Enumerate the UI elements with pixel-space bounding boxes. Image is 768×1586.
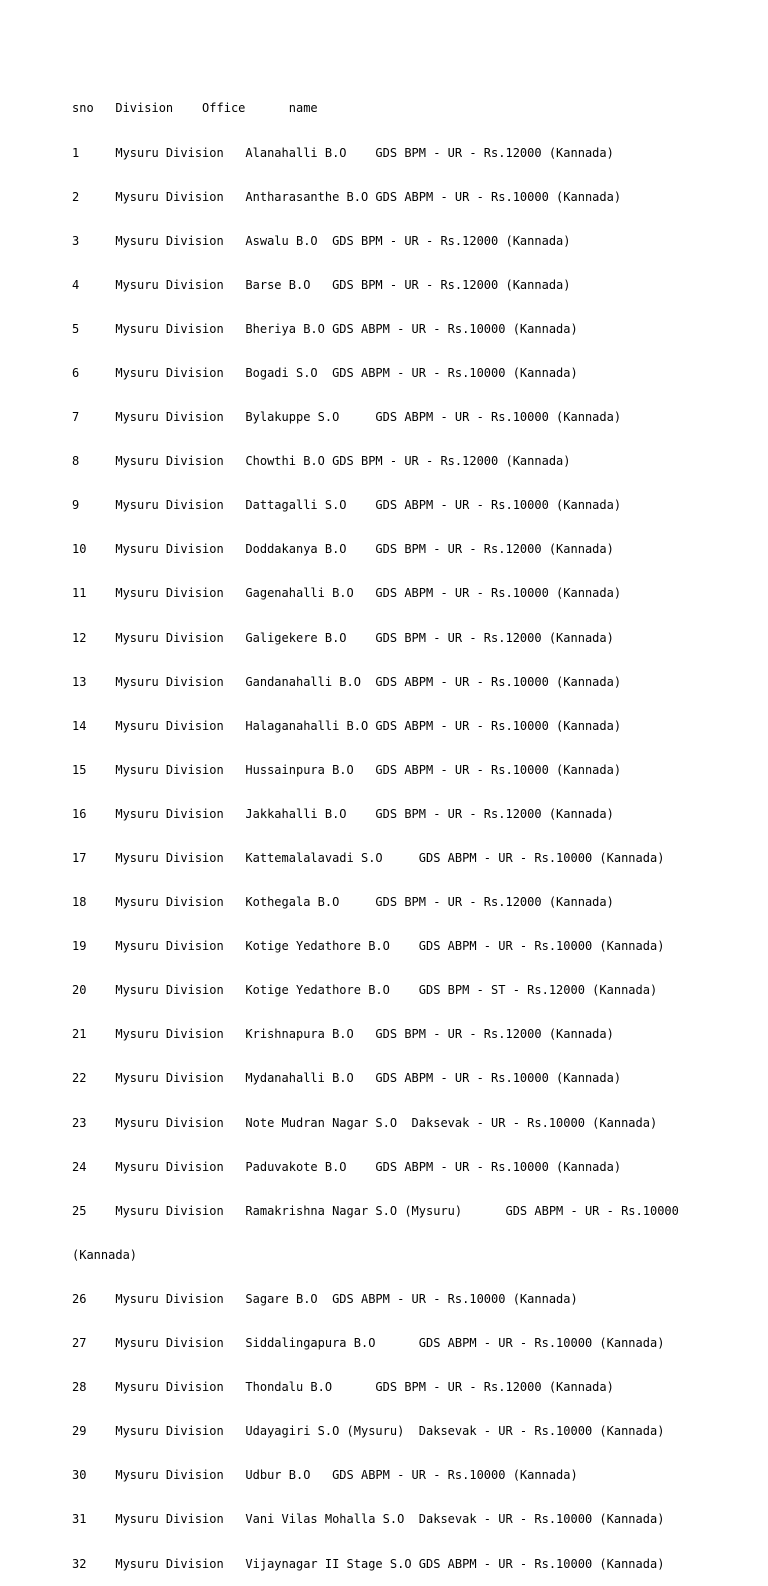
table-row: 17 Mysuru Division Kattemalalavadi S.O GDS ABPM - UR - Rs.10000 (Kannada) xyxy=(72,851,665,865)
document-page xyxy=(72,72,712,1586)
table-row: 26 Mysuru Division Sagare B.O GDS ABPM - UR - Rs.10000 (Kannada) xyxy=(72,1291,578,1306)
table-row: 9 Mysuru Division Dattagalli S.O GDS ABPM - UR - Rs.10000 (Kannada) xyxy=(72,498,622,513)
table-row: 23 Mysuru Division Note Mudran Nagar S.O Daksevak - UR - Rs.10000 (Kannada) xyxy=(72,1115,658,1130)
table-row: 3 Mysuru Division Aswalu B.O GDS BPM - UR - Rs.12000 (Kannada) xyxy=(72,233,571,248)
table-row: 32 Mysuru Division Vijaynagar II Stage S.O GDS ABPM - UR - Rs.10000 (Kannada) xyxy=(72,1556,665,1571)
table-row: 25 Mysuru Division Ramakrishna Nagar S.O (Mysuru) GDS ABPM - UR - Rs.10000 xyxy=(72,1203,679,1218)
table-row: 20 Mysuru Division Kotige Yedathore B.O GDS BPM - ST - Rs.12000 (Kannada) xyxy=(72,983,658,998)
table-row: 28 Mysuru Division Thondalu B.O GDS BPM - UR - Rs.12000 (Kannada) xyxy=(72,1380,614,1395)
header-row: sno Division Office name xyxy=(72,101,318,116)
table-row: 27 Mysuru Division Siddalingapura B.O GDS ABPM - UR - Rs.10000 (Kannada) xyxy=(72,1336,665,1351)
table-row: 29 Mysuru Division Udayagiri S.O (Mysuru) Daksevak - UR - Rs.10000 (Kannada) xyxy=(72,1424,665,1439)
table-row: 30 Mysuru Division Udbur B.O GDS ABPM - UR - Rs.10000 (Kannada) xyxy=(72,1468,578,1483)
table-row: 11 Mysuru Division Gagenahalli B.O GDS ABPM - UR - Rs.10000 (Kannada) xyxy=(72,586,622,601)
table-row: 1 Mysuru Division Alanahalli B.O GDS BPM - UR - Rs.12000 (Kannada) xyxy=(72,145,614,160)
table-row: 2 Mysuru Division Antharasanthe B.O GDS ABPM - UR - Rs.10000 (Kannada) xyxy=(72,189,622,204)
table-row-continuation: (Kannada) xyxy=(72,1247,138,1262)
table-row: 24 Mysuru Division Paduvakote B.O GDS ABPM - UR - Rs.10000 (Kannada) xyxy=(72,1159,622,1174)
table-row: 8 Mysuru Division Chowthi B.O GDS BPM - UR - Rs.12000 (Kannada) xyxy=(72,454,571,469)
table-row: 19 Mysuru Division Kotige Yedathore B.O GDS ABPM - UR - Rs.10000 (Kannada) xyxy=(72,939,665,954)
table-row: 18 Mysuru Division Kothegala B.O GDS BPM - UR - Rs.12000 (Kannada) xyxy=(72,895,614,910)
table-row: 10 Mysuru Division Doddakanya B.O GDS BPM - UR - Rs.12000 (Kannada) xyxy=(72,542,614,557)
table-row: 6 Mysuru Division Bogadi S.O GDS ABPM - UR - Rs.10000 (Kannada) xyxy=(72,365,578,380)
table-row: 5 Mysuru Division Bheriya B.O GDS ABPM - UR - Rs.10000 (Kannada) xyxy=(72,321,578,336)
table-row: 15 Mysuru Division Hussainpura B.O GDS ABPM - UR - Rs.10000 (Kannada) xyxy=(72,762,622,777)
table-row: 4 Mysuru Division Barse B.O GDS BPM - UR - Rs.12000 (Kannada) xyxy=(72,277,571,292)
table-row: 14 Mysuru Division Halaganahalli B.O GDS ABPM - UR - Rs.10000 (Kannada) xyxy=(72,718,622,733)
table-row: 12 Mysuru Division Galigekere B.O GDS BPM - UR - Rs.12000 (Kannada) xyxy=(72,630,614,645)
table-row: 16 Mysuru Division Jakkahalli B.O GDS BPM - UR - Rs.12000 (Kannada) xyxy=(72,806,614,821)
table-row: 7 Mysuru Division Bylakuppe S.O GDS ABPM - UR - Rs.10000 (Kannada) xyxy=(72,410,622,425)
table-row: 21 Mysuru Division Krishnapura B.O GDS BPM - UR - Rs.12000 (Kannada) xyxy=(72,1027,614,1042)
table-row: 31 Mysuru Division Vani Vilas Mohalla S.O Daksevak - UR - Rs.10000 (Kannada) xyxy=(72,1512,665,1527)
table-row: 13 Mysuru Division Gandanahalli B.O GDS ABPM - UR - Rs.10000 (Kannada) xyxy=(72,674,622,689)
table-row: 22 Mysuru Division Mydanahalli B.O GDS ABPM - UR - Rs.10000 (Kannada) xyxy=(72,1071,622,1086)
